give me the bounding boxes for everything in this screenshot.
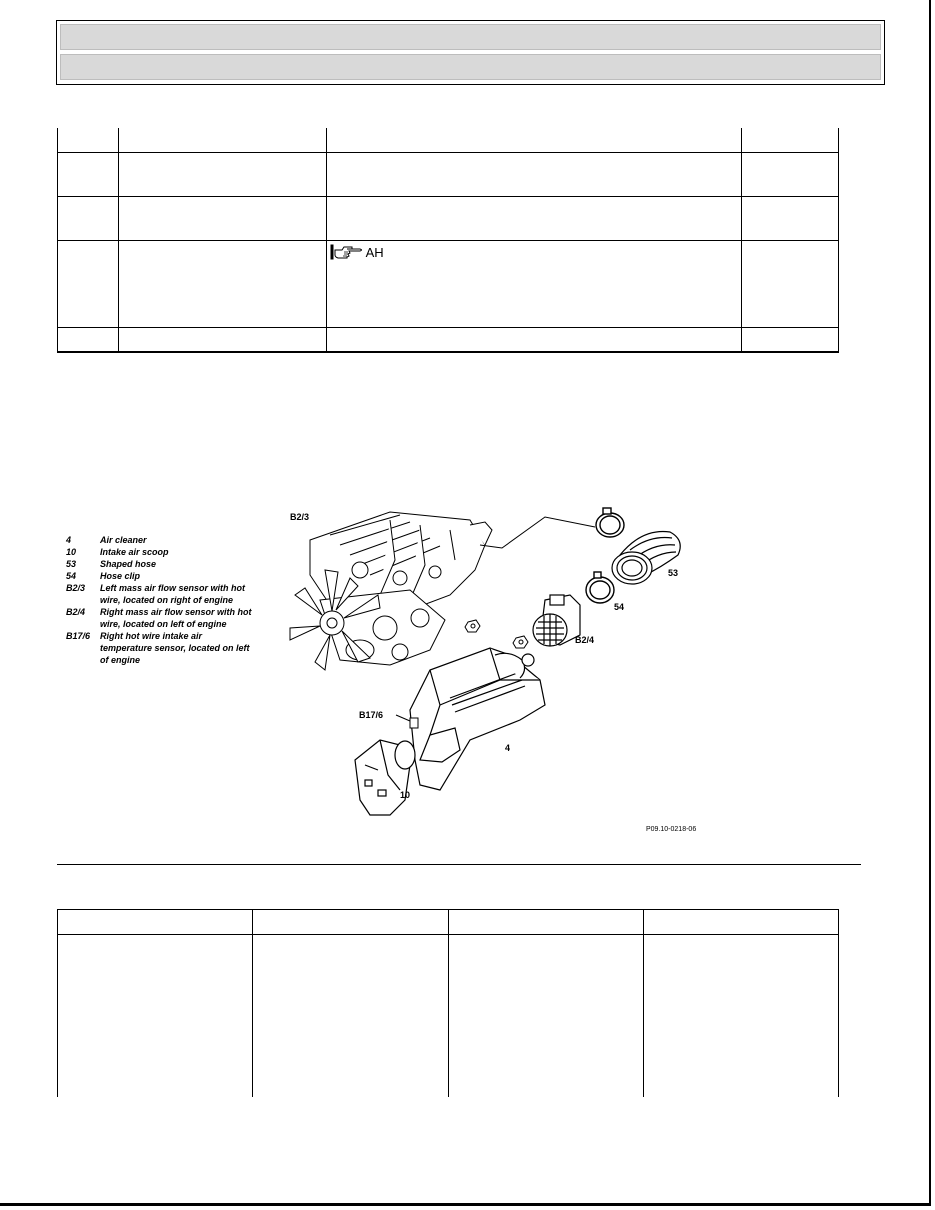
- leader-line: [480, 517, 595, 548]
- reference-link[interactable]: [330, 244, 384, 260]
- hose-clip-54: [586, 572, 614, 603]
- legend-item: B17/6 Right hot wire intake air temperature sensor, located on left of engine: [66, 631, 250, 665]
- legend-item: 4 Air cleaner: [66, 535, 147, 545]
- callout-4: 4: [505, 743, 511, 753]
- table-row: [58, 153, 839, 197]
- section-divider: [57, 864, 861, 865]
- callout-53: 53: [668, 568, 679, 578]
- callout-54: 54: [614, 602, 625, 612]
- air-cleaner-4: [410, 648, 545, 790]
- callout-10: 10: [400, 790, 411, 800]
- mass-air-flow-sensor-b24: [533, 595, 580, 646]
- air-intake-exploded-diagram: [270, 500, 710, 845]
- legend-item: 53 Shaped hose: [66, 559, 157, 569]
- legend-item: 54 Hose clip: [66, 571, 141, 581]
- header-subtitle-bar: [60, 54, 881, 80]
- callout-b23: B2/3: [290, 512, 310, 522]
- table-row: [58, 241, 839, 328]
- figure-legend: [66, 534, 256, 666]
- callout-b24: B2/4: [575, 635, 595, 645]
- procedure-steps-table: [57, 128, 839, 353]
- reference-label: AH: [365, 244, 384, 260]
- header-box: [56, 20, 885, 85]
- table-header-row: [58, 910, 839, 935]
- hose-clip-upper: [596, 508, 624, 537]
- data-table: [57, 909, 839, 1097]
- header-title-bar: [60, 24, 881, 50]
- table-row: [58, 128, 839, 153]
- nut-fasteners: [465, 620, 528, 648]
- table-row: [58, 935, 839, 1098]
- intake-air-scoop-10: [355, 740, 415, 815]
- callout-b176: B17/6: [359, 710, 384, 720]
- legend-item: B2/4 Right mass air flow sensor with hot wire, located on left of engine: [66, 607, 252, 629]
- hand-pointer-icon: [330, 244, 364, 260]
- legend-item: B2/3 Left mass air flow sensor with hot wire, located on right of engine: [66, 583, 246, 605]
- figure-code: P09.10-0218-06: [646, 826, 697, 833]
- legend-item: 10 Intake air scoop: [66, 547, 169, 557]
- table-row: [58, 328, 839, 353]
- table-row: [58, 197, 839, 241]
- engine-illustration: [290, 512, 492, 670]
